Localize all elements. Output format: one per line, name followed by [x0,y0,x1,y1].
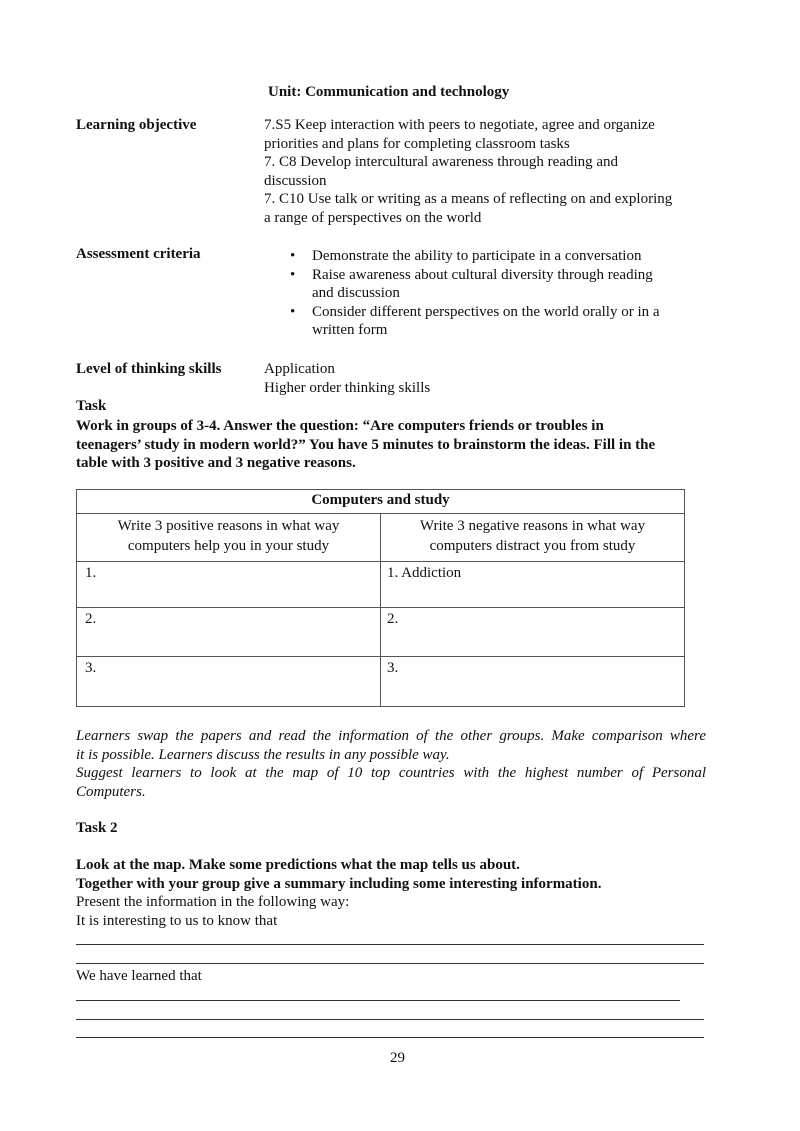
thinking-skills-values [264,360,430,397]
prompt-interesting: It is interesting to us to know that [76,912,278,929]
table-row [77,562,685,608]
objective-line: discussion [264,172,327,189]
criteria-item: • Consider different perspectives on the world orally or in a written form [280,303,710,340]
computers-study-table [76,489,685,707]
thinking-skill: Application [264,361,335,377]
negative-reason-cell[interactable]: 3. [381,657,685,707]
writing-line[interactable] [76,1000,680,1001]
criteria-item: • Demonstrate the ability to participate in a conversation [280,247,710,266]
task2-bold-line: Look at the map. Make some predictions what the map tells us about. [76,857,520,873]
learning-objective-text [264,116,724,227]
positive-reason-cell[interactable]: 1. [77,562,381,608]
negative-reason-cell[interactable]: 1. Addiction [381,562,685,608]
notes-paragraph-2: Suggest learners to look at the map of 10 top countries with the highest number of Personal Computers. [76,765,706,800]
writing-line[interactable] [76,944,704,945]
task2-bold-line: Together with your group give a summary including some interesting information. [76,875,602,892]
thinking-skill: Higher order thinking skills [264,379,431,396]
assessment-criteria-label: Assessment criteria [76,246,201,262]
instruction-line: Work in groups of 3-4. Answer the question: “Are computers friends or troubles in [76,418,604,434]
criteria-item: • Raise awareness about cultural diversity through reading and discussion [280,266,710,303]
thinking-skills-label: Level of thinking skills [76,361,222,377]
task2-heading: Task 2 [76,820,118,836]
writing-line[interactable] [76,1037,704,1038]
present-line: Present the information in the following way: [76,894,350,910]
table-title: Computers and study [77,490,685,514]
notes-paragraph-1: Learners swap the papers and read the information of the other groups. Make comparison where it is possible. Learners discuss the results in any possible way. [76,728,706,763]
writing-line[interactable] [76,1019,704,1020]
positive-reason-cell[interactable]: 3. [77,657,381,707]
objective-line: 7. C8 Develop intercultural awareness through reading and [264,154,619,170]
objective-line: a range of perspectives on the world [264,209,482,226]
instruction-line: teenagers’ study in modern world?” You have 5 minutes to brainstorm the ideas. Fill in the [76,436,656,453]
positive-reasons-header: Write 3 positive reasons in what way computers help you in your study [77,514,381,562]
objective-line: 7. C10 Use talk or writing as a means of reflecting on and exploring [264,191,673,207]
page-number: 29 [390,1050,405,1066]
writing-line[interactable] [76,963,704,964]
objective-line: priorities and plans for completing classroom tasks [264,135,570,152]
task2-instructions [76,856,716,930]
positive-reason-cell[interactable]: 2. [77,608,381,657]
objective-line: 7.S5 Keep interaction with peers to negotiate, agree and organize [264,117,655,133]
prompt-learned: We have learned that [76,968,202,984]
task1-heading: Task [76,398,107,414]
table-row [77,657,685,707]
negative-reasons-header: Write 3 negative reasons in what way computers distract you from study [381,514,685,562]
assessment-criteria-list [280,247,710,340]
task1-instruction [76,417,716,473]
table-row [77,608,685,657]
negative-reason-cell[interactable]: 2. [381,608,685,657]
learning-objective-label: Learning objective [76,117,197,133]
unit-title: Unit: Communication and technology [268,84,510,100]
instruction-line: table with 3 positive and 3 negative reasons. [76,455,356,471]
